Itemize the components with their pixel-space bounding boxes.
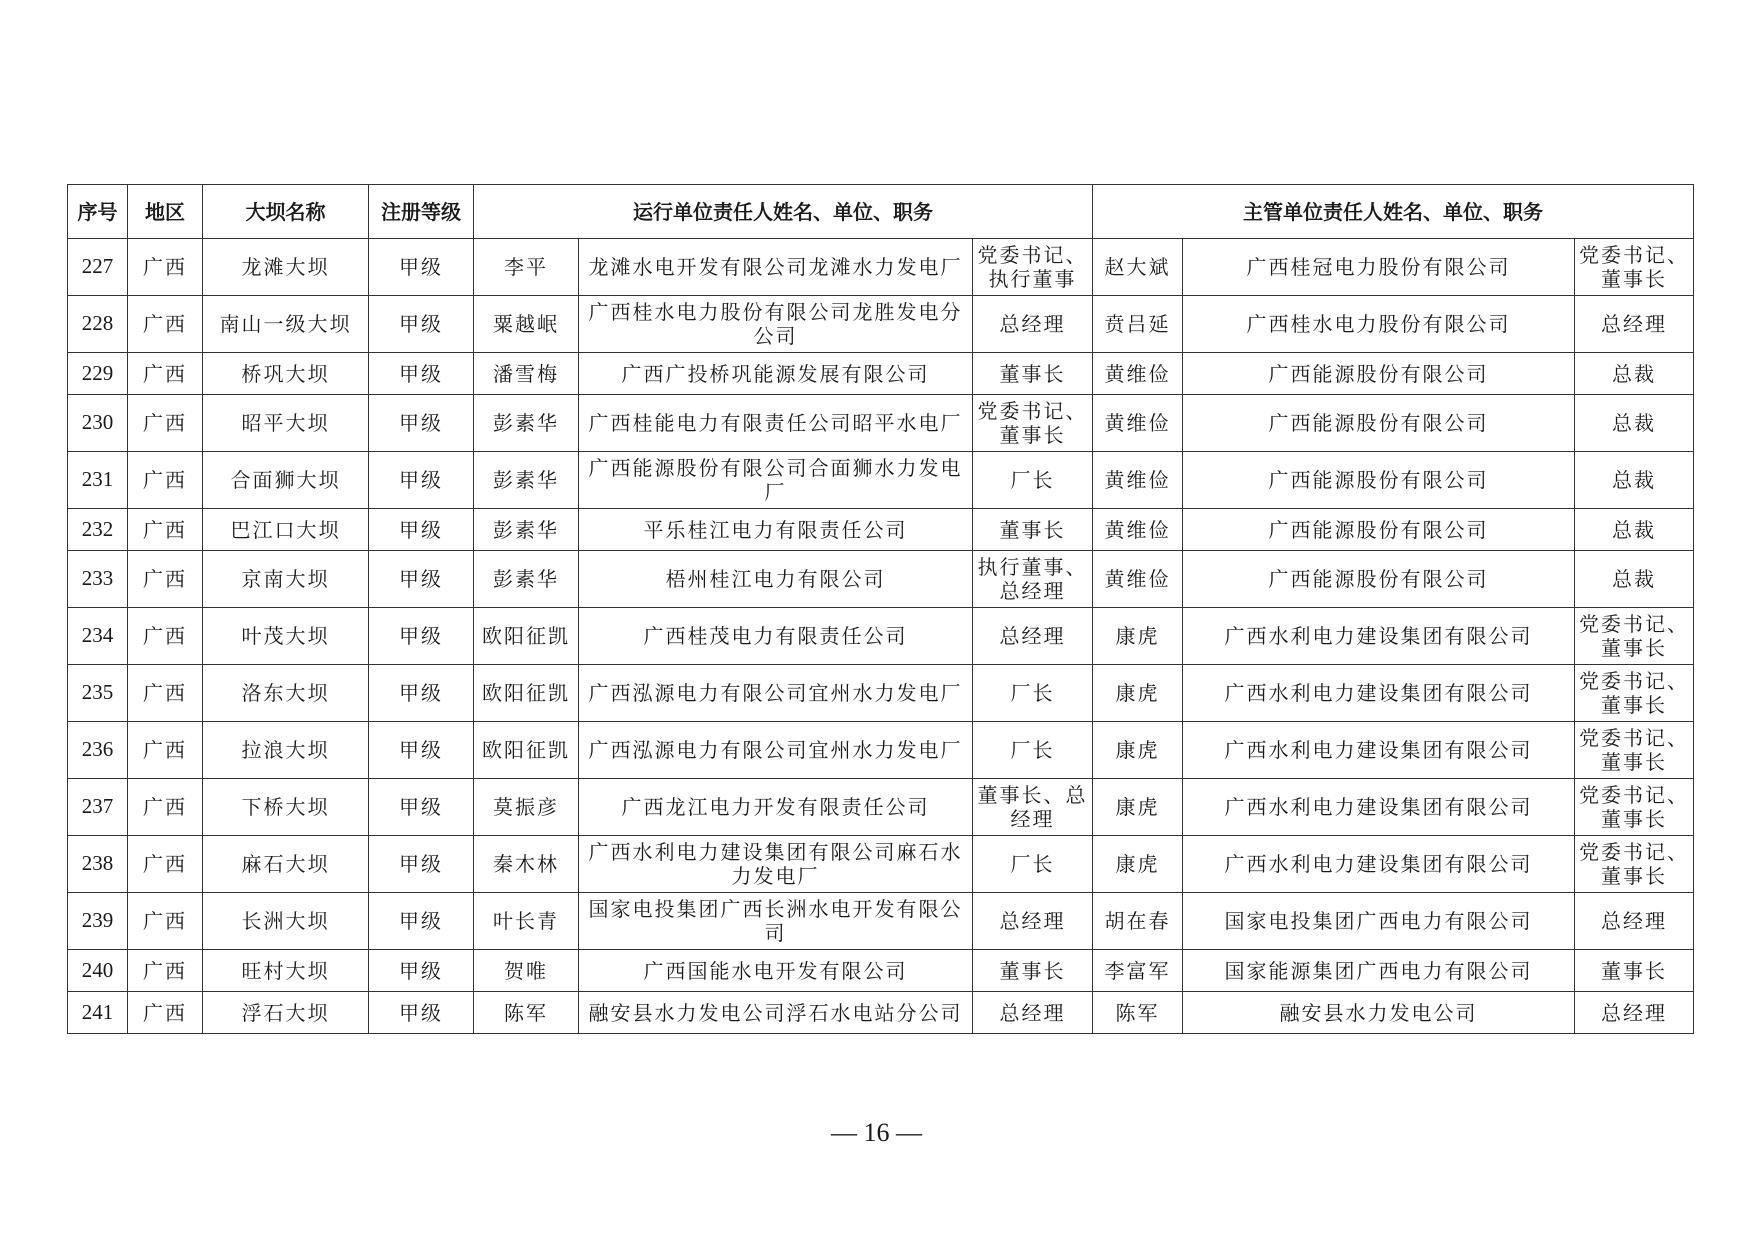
row-operator-unit: 广西泓源电力有限公司宜州水力发电厂 <box>579 722 973 779</box>
table-row <box>68 779 1694 836</box>
dam-responsibility-table <box>67 184 1694 1034</box>
row-region: 广西 <box>128 836 203 893</box>
row-supervisor-unit: 广西能源股份有限公司 <box>1183 353 1575 395</box>
row-operator-unit: 广西广投桥巩能源发展有限公司 <box>579 353 973 395</box>
row-dam-name: 合面狮大坝 <box>203 452 369 509</box>
row-dam-name: 洛东大坝 <box>203 665 369 722</box>
row-supervisor-name: 黄维俭 <box>1093 551 1183 608</box>
row-supervisor-unit: 国家能源集团广西电力有限公司 <box>1183 950 1575 992</box>
row-region: 广西 <box>128 992 203 1034</box>
row-dam-name: 京南大坝 <box>203 551 369 608</box>
row-supervisor-name: 陈军 <box>1093 992 1183 1034</box>
row-operator-name: 贺唯 <box>474 950 579 992</box>
row-index: 241 <box>68 992 128 1034</box>
row-supervisor-title: 总经理 <box>1575 893 1694 950</box>
row-region: 广西 <box>128 893 203 950</box>
row-supervisor-title: 总经理 <box>1575 296 1694 353</box>
row-grade: 甲级 <box>369 608 474 665</box>
row-supervisor-name: 李富军 <box>1093 950 1183 992</box>
row-supervisor-title: 总裁 <box>1575 509 1694 551</box>
row-grade: 甲级 <box>369 992 474 1034</box>
row-dam-name: 浮石大坝 <box>203 992 369 1034</box>
row-supervisor-unit: 广西桂冠电力股份有限公司 <box>1183 239 1575 296</box>
row-region: 广西 <box>128 779 203 836</box>
table-header-row <box>68 185 1694 239</box>
row-dam-name: 桥巩大坝 <box>203 353 369 395</box>
row-supervisor-title: 党委书记、董事长 <box>1575 608 1694 665</box>
row-dam-name: 旺村大坝 <box>203 950 369 992</box>
row-supervisor-name: 康虎 <box>1093 779 1183 836</box>
row-operator-title: 总经理 <box>973 296 1093 353</box>
row-supervisor-name: 黄维俭 <box>1093 509 1183 551</box>
row-operator-unit: 广西泓源电力有限公司宜州水力发电厂 <box>579 665 973 722</box>
header-region: 地区 <box>128 185 203 239</box>
row-index: 239 <box>68 893 128 950</box>
row-supervisor-unit: 广西水利电力建设集团有限公司 <box>1183 608 1575 665</box>
row-supervisor-unit: 广西能源股份有限公司 <box>1183 395 1575 452</box>
row-operator-name: 潘雪梅 <box>474 353 579 395</box>
row-supervisor-unit: 广西水利电力建设集团有限公司 <box>1183 836 1575 893</box>
row-operator-title: 执行董事、总经理 <box>973 551 1093 608</box>
row-region: 广西 <box>128 509 203 551</box>
row-supervisor-title: 党委书记、董事长 <box>1575 722 1694 779</box>
row-supervisor-name: 贲吕延 <box>1093 296 1183 353</box>
row-index: 227 <box>68 239 128 296</box>
row-operator-name: 欧阳征凯 <box>474 608 579 665</box>
row-index: 232 <box>68 509 128 551</box>
row-operator-unit: 平乐桂江电力有限责任公司 <box>579 509 973 551</box>
row-dam-name: 昭平大坝 <box>203 395 369 452</box>
row-operator-title: 厂长 <box>973 452 1093 509</box>
row-operator-title: 董事长 <box>973 950 1093 992</box>
row-index: 230 <box>68 395 128 452</box>
row-operator-name: 彭素华 <box>474 395 579 452</box>
row-supervisor-name: 黄维俭 <box>1093 452 1183 509</box>
row-dam-name: 巴江口大坝 <box>203 509 369 551</box>
row-grade: 甲级 <box>369 452 474 509</box>
row-grade: 甲级 <box>369 509 474 551</box>
row-operator-title: 董事长、总经理 <box>973 779 1093 836</box>
row-operator-unit: 广西能源股份有限公司合面狮水力发电厂 <box>579 452 973 509</box>
row-region: 广西 <box>128 722 203 779</box>
row-operator-title: 董事长 <box>973 509 1093 551</box>
page-number: — 16 — <box>831 1118 922 1147</box>
row-supervisor-title: 党委书记、董事长 <box>1575 665 1694 722</box>
row-supervisor-title: 总裁 <box>1575 353 1694 395</box>
row-supervisor-name: 黄维俭 <box>1093 395 1183 452</box>
row-supervisor-name: 黄维俭 <box>1093 353 1183 395</box>
row-supervisor-name: 康虎 <box>1093 665 1183 722</box>
table-row <box>68 836 1694 893</box>
table-row <box>68 452 1694 509</box>
row-operator-title: 党委书记、执行董事 <box>973 239 1093 296</box>
row-operator-unit: 广西桂茂电力有限责任公司 <box>579 608 973 665</box>
row-operator-title: 党委书记、董事长 <box>973 395 1093 452</box>
row-grade: 甲级 <box>369 836 474 893</box>
table-row <box>68 551 1694 608</box>
row-operator-unit: 广西国能水电开发有限公司 <box>579 950 973 992</box>
row-region: 广西 <box>128 296 203 353</box>
row-region: 广西 <box>128 551 203 608</box>
row-operator-name: 彭素华 <box>474 509 579 551</box>
row-supervisor-unit: 国家电投集团广西电力有限公司 <box>1183 893 1575 950</box>
row-operator-unit: 广西水利电力建设集团有限公司麻石水力发电厂 <box>579 836 973 893</box>
table-row <box>68 353 1694 395</box>
row-index: 233 <box>68 551 128 608</box>
table-row <box>68 665 1694 722</box>
row-region: 广西 <box>128 353 203 395</box>
row-grade: 甲级 <box>369 779 474 836</box>
header-dam-name: 大坝名称 <box>203 185 369 239</box>
table-row <box>68 893 1694 950</box>
row-supervisor-unit: 广西水利电力建设集团有限公司 <box>1183 722 1575 779</box>
row-dam-name: 麻石大坝 <box>203 836 369 893</box>
row-operator-title: 总经理 <box>973 893 1093 950</box>
row-region: 广西 <box>128 239 203 296</box>
row-grade: 甲级 <box>369 722 474 779</box>
row-dam-name: 拉浪大坝 <box>203 722 369 779</box>
row-region: 广西 <box>128 395 203 452</box>
header-index: 序号 <box>68 185 128 239</box>
row-grade: 甲级 <box>369 395 474 452</box>
row-grade: 甲级 <box>369 893 474 950</box>
row-operator-unit: 广西桂水电力股份有限公司龙胜发电分公司 <box>579 296 973 353</box>
row-supervisor-title: 党委书记、董事长 <box>1575 239 1694 296</box>
row-supervisor-title: 党委书记、董事长 <box>1575 779 1694 836</box>
header-supervisor: 主管单位责任人姓名、单位、职务 <box>1093 185 1694 239</box>
row-supervisor-title: 总裁 <box>1575 395 1694 452</box>
row-supervisor-unit: 广西能源股份有限公司 <box>1183 509 1575 551</box>
row-operator-name: 欧阳征凯 <box>474 722 579 779</box>
row-supervisor-unit: 广西水利电力建设集团有限公司 <box>1183 779 1575 836</box>
row-supervisor-unit: 广西能源股份有限公司 <box>1183 551 1575 608</box>
table-row <box>68 395 1694 452</box>
row-operator-name: 彭素华 <box>474 551 579 608</box>
row-grade: 甲级 <box>369 296 474 353</box>
row-supervisor-name: 康虎 <box>1093 608 1183 665</box>
row-supervisor-title: 总裁 <box>1575 452 1694 509</box>
row-operator-title: 董事长 <box>973 353 1093 395</box>
header-operator: 运行单位责任人姓名、单位、职务 <box>474 185 1093 239</box>
row-grade: 甲级 <box>369 950 474 992</box>
row-index: 238 <box>68 836 128 893</box>
table-row <box>68 950 1694 992</box>
row-dam-name: 下桥大坝 <box>203 779 369 836</box>
row-operator-name: 叶长青 <box>474 893 579 950</box>
row-region: 广西 <box>128 608 203 665</box>
row-supervisor-title: 总经理 <box>1575 992 1694 1034</box>
row-operator-title: 总经理 <box>973 992 1093 1034</box>
row-operator-unit: 广西龙江电力开发有限责任公司 <box>579 779 973 836</box>
row-operator-unit: 广西桂能电力有限责任公司昭平水电厂 <box>579 395 973 452</box>
row-index: 236 <box>68 722 128 779</box>
row-supervisor-name: 赵大斌 <box>1093 239 1183 296</box>
row-operator-title: 厂长 <box>973 665 1093 722</box>
row-operator-title: 总经理 <box>973 608 1093 665</box>
row-index: 237 <box>68 779 128 836</box>
table-row <box>68 509 1694 551</box>
row-operator-name: 秦木林 <box>474 836 579 893</box>
row-grade: 甲级 <box>369 239 474 296</box>
row-index: 231 <box>68 452 128 509</box>
table-row <box>68 239 1694 296</box>
table-row <box>68 992 1694 1034</box>
row-operator-unit: 国家电投集团广西长洲水电开发有限公司 <box>579 893 973 950</box>
row-dam-name: 叶茂大坝 <box>203 608 369 665</box>
row-supervisor-name: 康虎 <box>1093 722 1183 779</box>
row-grade: 甲级 <box>369 665 474 722</box>
row-supervisor-unit: 融安县水力发电公司 <box>1183 992 1575 1034</box>
row-operator-name: 彭素华 <box>474 452 579 509</box>
row-region: 广西 <box>128 452 203 509</box>
row-supervisor-unit: 广西桂水电力股份有限公司 <box>1183 296 1575 353</box>
row-operator-unit: 梧州桂江电力有限公司 <box>579 551 973 608</box>
row-supervisor-name: 胡在春 <box>1093 893 1183 950</box>
row-dam-name: 南山一级大坝 <box>203 296 369 353</box>
row-dam-name: 长洲大坝 <box>203 893 369 950</box>
row-operator-title: 厂长 <box>973 722 1093 779</box>
row-supervisor-title: 董事长 <box>1575 950 1694 992</box>
row-grade: 甲级 <box>369 353 474 395</box>
row-dam-name: 龙滩大坝 <box>203 239 369 296</box>
row-index: 229 <box>68 353 128 395</box>
row-operator-unit: 融安县水力发电公司浮石水电站分公司 <box>579 992 973 1034</box>
table-row <box>68 296 1694 353</box>
row-supervisor-title: 党委书记、董事长 <box>1575 836 1694 893</box>
row-operator-title: 厂长 <box>973 836 1093 893</box>
row-operator-unit: 龙滩水电开发有限公司龙滩水力发电厂 <box>579 239 973 296</box>
table-row <box>68 722 1694 779</box>
row-operator-name: 粟越岷 <box>474 296 579 353</box>
row-operator-name: 莫振彦 <box>474 779 579 836</box>
row-operator-name: 陈军 <box>474 992 579 1034</box>
row-supervisor-unit: 广西能源股份有限公司 <box>1183 452 1575 509</box>
row-region: 广西 <box>128 665 203 722</box>
row-index: 235 <box>68 665 128 722</box>
row-operator-name: 李平 <box>474 239 579 296</box>
row-index: 234 <box>68 608 128 665</box>
table-body <box>68 239 1694 1034</box>
row-region: 广西 <box>128 950 203 992</box>
row-operator-name: 欧阳征凯 <box>474 665 579 722</box>
row-grade: 甲级 <box>369 551 474 608</box>
row-supervisor-title: 总裁 <box>1575 551 1694 608</box>
header-grade: 注册等级 <box>369 185 474 239</box>
row-supervisor-name: 康虎 <box>1093 836 1183 893</box>
row-supervisor-unit: 广西水利电力建设集团有限公司 <box>1183 665 1575 722</box>
row-index: 240 <box>68 950 128 992</box>
table-row <box>68 608 1694 665</box>
row-index: 228 <box>68 296 128 353</box>
